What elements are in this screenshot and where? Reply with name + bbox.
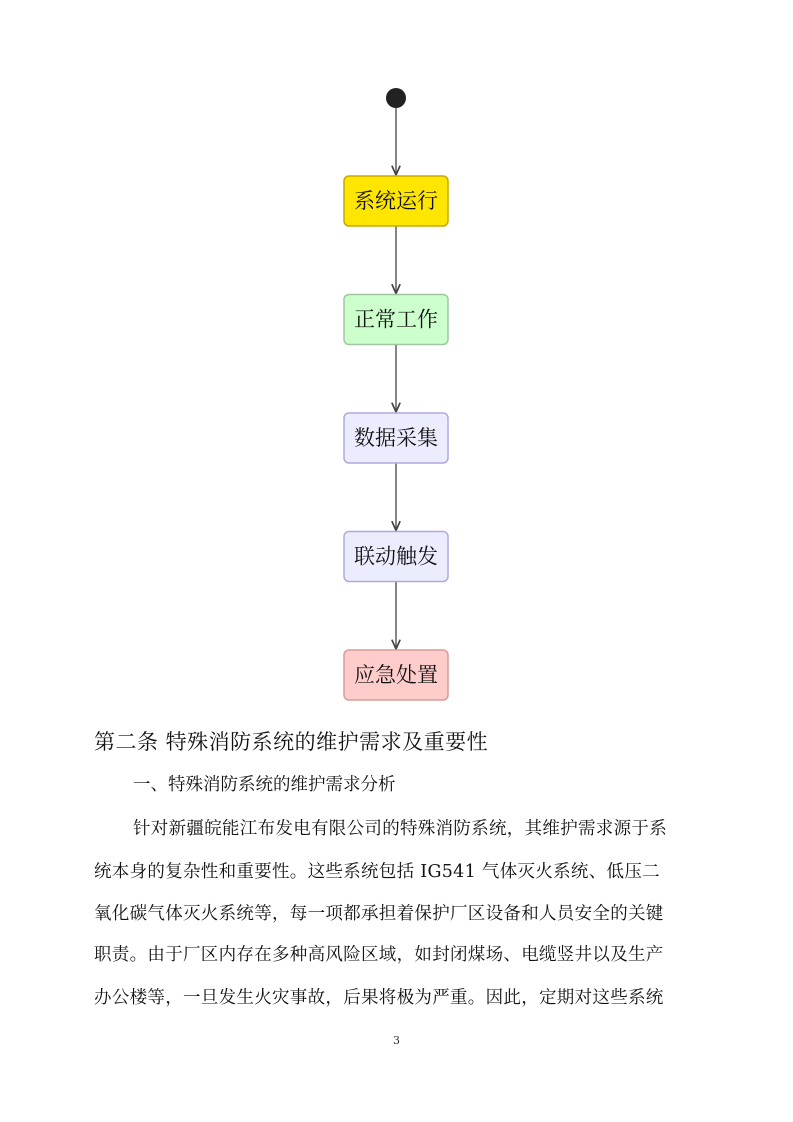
paragraph-line-3: 氧化碳气体灭火系统等，每一项都承担着保护厂区设备和人员安全的关键 (94, 904, 664, 924)
flow-node-label: 系统运行 (354, 189, 438, 213)
section-title: 第二条 特殊消防系统的维护需求及重要性 (94, 730, 489, 754)
flow-node-label: 正常工作 (354, 307, 438, 332)
paragraph-line-2: 统本身的复杂性和重要性。这些系统包括 IG541 气体灭火系统、低压二 (94, 862, 660, 882)
subsection-title: 一、特殊消防系统的维护需求分析 (133, 775, 396, 795)
flow-node-4 (344, 532, 448, 582)
flow-node-5 (344, 650, 448, 700)
flow-node-3 (344, 413, 448, 463)
start-node (386, 88, 406, 108)
flow-node-label: 联动触发 (354, 544, 438, 569)
flow-node-label: 数据采集 (354, 426, 438, 450)
flow-node-1 (344, 176, 448, 226)
flow-node-2 (344, 295, 448, 345)
page-number: 3 (393, 1034, 400, 1047)
paragraph-line-5: 办公楼等，一旦发生火灾事故，后果将极为严重。因此，定期对这些系统 (94, 988, 664, 1008)
paragraph-line-1: 针对新疆皖能江布发电有限公司的特殊消防系统，其维护需求源于系 (133, 819, 667, 839)
paragraph-line-4: 职责。由于厂区内存在多种高风险区域，如封闭煤场、电缆竖井以及生产 (94, 945, 664, 965)
flow-node-label: 应急处置 (354, 663, 438, 687)
